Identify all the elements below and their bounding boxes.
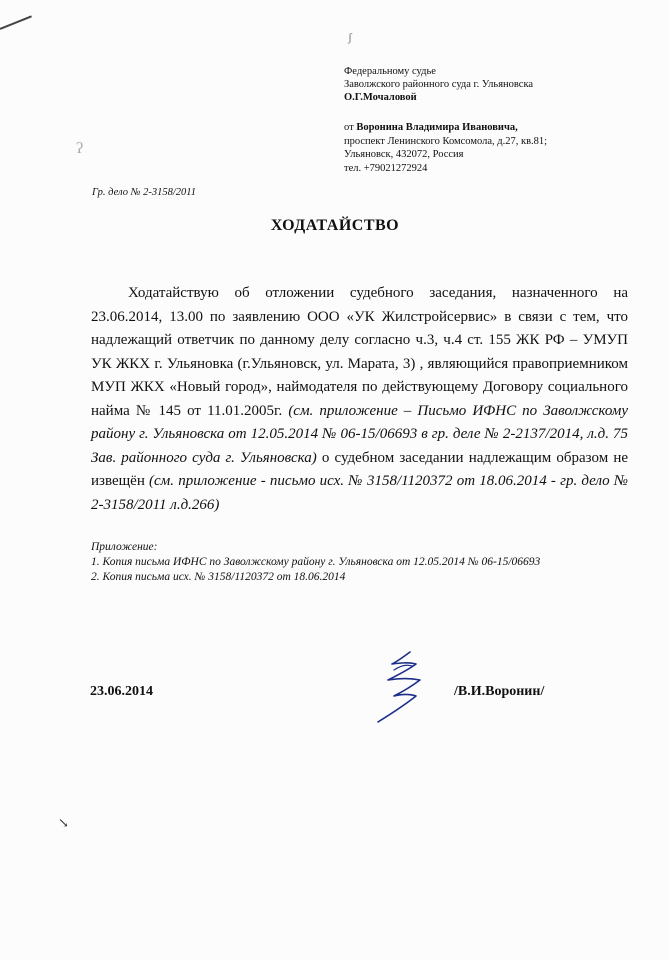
sender-address2: Ульяновск, 432072, Россия [344, 149, 464, 160]
document-title: ХОДАТАЙСТВО [270, 217, 400, 234]
sender-name: Воронина Владимира Ивановича, [356, 122, 518, 133]
petition-body [91, 282, 628, 517]
sender-prefix: от [344, 122, 354, 133]
body-part4: (см. приложение - письмо исх. № 3158/1120372 от 18.06.2014 - гр. дело № 2-3158/2011 л.д.266) [91, 473, 628, 513]
addressee-name: О.Г.Мочаловой [344, 92, 417, 103]
attachment-item: 1. Копия письма ИФНС по Заволжскому району г. Ульяновска от 12.05.2014 № 06-15/06693 [91, 556, 541, 568]
scan-edge-mark [0, 15, 32, 30]
addressee-block [344, 65, 654, 104]
body-part2: (см. приложение – Письмо ИФНС по Заволжскому району г. Ульяновска от 12.05.2014 № 06-15/06693 в гр. деле № 2-2137/2014, л.д. 75 Зав. районного суда г. Ульяновска) [91, 402, 628, 466]
scan-speck: ↘ [58, 815, 69, 830]
signature-image [372, 650, 434, 724]
attachment-item: 2. Копия письма исх. № 3158/1120372 от 18.06.2014 [91, 571, 346, 583]
scan-speck: ʔ [76, 140, 84, 157]
attachments-heading: Приложение: [91, 541, 158, 553]
sender-block [344, 121, 664, 175]
sender-address1: проспект Ленинского Комсомола, д.27, кв.81; [344, 135, 548, 147]
body-part1: Ходатайствую об отложении судебного заседания, назначенного на 23.06.2014, 13.00 по заявлению ООО «УК Жилстройсервис» в связи с тем, что надлежащий ответчик по данному делу согласно ч.3, ч.4 ст. 155 ЖК РФ – УМУП УК ЖКХ г. Ульяновка (г.Ульяновск, ул. Марата, 3) , являющийся правоприемником МУП ЖКХ «Новый город», наймодателя по действующему Договору социального найма № 145 от 11.01.2005г. [91, 285, 628, 419]
addressee-line1: Федеральному судье [344, 66, 436, 77]
document-date: 23.06.2014 [90, 684, 153, 699]
signer-name: /В.И.Воронин/ [454, 684, 545, 699]
scan-speck: ʃ [348, 30, 352, 44]
addressee-line2: Заволжского районного суда г. Ульяновска [344, 79, 534, 90]
attachments-block [91, 540, 628, 585]
body-part3: о судебном заседании надлежащим образом не извещён [91, 449, 629, 489]
case-number: Гр. дело № 2-3158/2011 [92, 187, 197, 198]
sender-phone: тел. +79021272924 [344, 162, 428, 174]
